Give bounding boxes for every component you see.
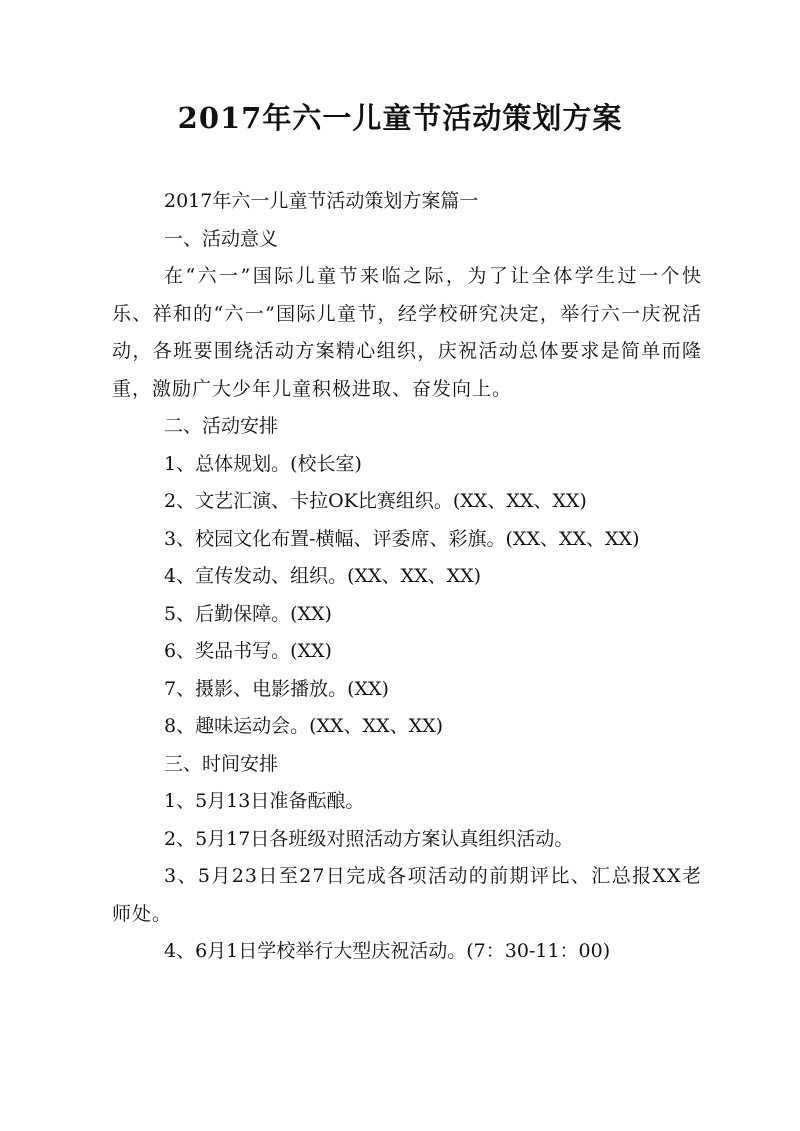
list-item: 5、后勤保障。(XX) (164, 602, 332, 625)
subtitle: 2017年六一儿童节活动策划方案篇一 (164, 190, 479, 212)
schedule-item-1: 1、5月13日准备酝酿。 (164, 790, 365, 812)
section-1-heading: 一、活动意义 (164, 227, 279, 250)
section-3-heading: 三、时间安排 (164, 752, 279, 775)
list-item: 1、总体规划。(校长室) (164, 452, 362, 475)
document-body (112, 183, 702, 971)
schedule-item-2: 2、5月17日各班级对照活动方案认真组织活动。 (164, 827, 574, 850)
schedule-item-3: 3、5月23日至27日完成各项活动的前期评比、汇总报XX老师处。 (112, 865, 702, 925)
list-item: 7、摄影、电影播放。(XX) (164, 677, 389, 700)
list-item: 3、校园文化布置-横幅、评委席、彩旗。(XX、XX、XX) (164, 527, 640, 550)
document-title: 2017年六一儿童节活动策划方案 (177, 101, 623, 135)
list-item: 2、文艺汇演、卡拉OK比赛组织。(XX、XX、XX) (164, 490, 587, 512)
schedule-item-4: 4、6月1日学校举行大型庆祝活动。(7：30-11：00) (164, 940, 611, 962)
list-item: 8、趣味运动会。(XX、XX、XX) (164, 715, 444, 737)
list-item: 6、奖品书写。(XX) (164, 640, 332, 662)
section-2-heading: 二、活动安排 (164, 415, 279, 437)
section-1-paragraph: 在“六一”国际儿童节来临之际，为了让全体学生过一个快乐、祥和的“六一”国际儿童节，经学校研究决定，举行六一庆祝活动，各班要围绕活动方案精心组织，庆祝活动总体要求是简单而隆重，激励广大少年儿童积极进取、奋发向上。 (112, 265, 702, 400)
list-item: 4、宣传发动、组织。(XX、XX、XX) (164, 565, 482, 587)
